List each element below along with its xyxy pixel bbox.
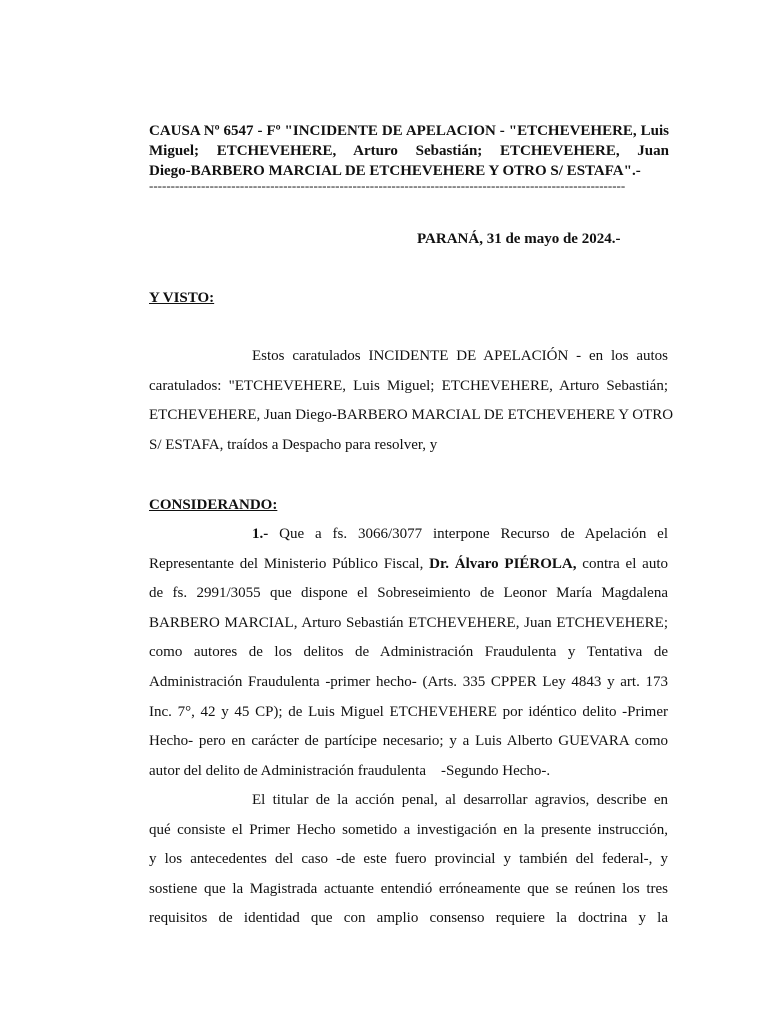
text-line: El titular de la acción penal, al desarrollar agravios, describe en [252, 792, 668, 808]
text-line: de fs. 2991/3055 que dispone el Sobreseimiento de Leonor María Magdalena [149, 585, 668, 602]
text-fragment: Representante del Ministerio Público Fiscal, [149, 555, 424, 572]
text-line: Administración Fraudulenta -primer hecho- (Arts. 335 CPPER Ley 4843 y art. 173 [149, 673, 668, 690]
caption-line: CAUSA Nº 6547 - Fº "INCIDENTE DE APELACION - "ETCHEVEHERE, Luis [149, 123, 669, 139]
paragraph-visto [149, 342, 674, 460]
text-line: caratulados: "ETCHEVEHERE, Luis Miguel; ETCHEVEHERE, Arturo Sebastián; [149, 377, 668, 394]
date-line: PARANÁ, 31 de mayo de 2024.- [417, 231, 621, 247]
text-fragment: Que a fs. 3066/3077 interpone Recurso de Apelación el [279, 526, 669, 542]
prosecutor-name: Dr. Álvaro PIÉROLA, [429, 555, 577, 572]
separator-line: -------------------------------------------------------------------------------------------------------------- [149, 178, 626, 193]
text-line: Estos caratulados INCIDENTE DE APELACIÓN - en los autos [252, 348, 668, 364]
paragraph-number: 1.- [252, 526, 269, 542]
heading-visto: Y VISTO: [149, 290, 215, 306]
caption-line: Miguel; ETCHEVEHERE, Arturo Sebastián; ETCHEVEHERE, Juan [149, 143, 669, 159]
text-line: y los antecedentes del caso -de este fuero provincial y también del federal-, y [149, 851, 668, 868]
text-line: S/ ESTAFA, traídos a Despacho para resolver, y [149, 436, 438, 453]
paragraph-considerando-1 [149, 520, 668, 786]
text-line [149, 550, 668, 580]
text-line: como autores de los delitos de Administración Fraudulenta y Tentativa de [149, 644, 668, 661]
text-line: BARBERO MARCIAL, Arturo Sebastián ETCHEVEHERE, Juan ETCHEVEHERE; [149, 614, 668, 631]
text-line: qué consiste el Primer Hecho sometido a investigación en la presente instrucción, [149, 821, 668, 838]
caption-line: Diego-BARBERO MARCIAL DE ETCHEVEHERE Y OTRO S/ ESTAFA".- [149, 163, 641, 179]
text-line: Hecho- pero en carácter de partícipe necesario; y a Luis Alberto GUEVARA como [149, 733, 668, 750]
text-line: ETCHEVEHERE, Juan Diego-BARBERO MARCIAL DE ETCHEVEHERE Y OTRO [149, 407, 674, 424]
text-line [149, 520, 668, 550]
text-line: sostiene que la Magistrada actuante entendió erróneamente que se reúnen los tres [149, 880, 668, 897]
text-line: autor del delito de Administración fraudulenta -Segundo Hecho-. [149, 762, 551, 779]
paragraph-considerando-2 [149, 786, 668, 934]
text-line: requisitos de identidad que con amplio consenso requiere la doctrina y la [149, 910, 668, 927]
case-caption [149, 121, 669, 181]
heading-considerando: CONSIDERANDO: [149, 497, 278, 513]
text-line: Inc. 7°, 42 y 45 CP); de Luis Miguel ETCHEVEHERE por idéntico delito -Primer [149, 703, 668, 720]
text-fragment: contra el auto [582, 555, 668, 572]
